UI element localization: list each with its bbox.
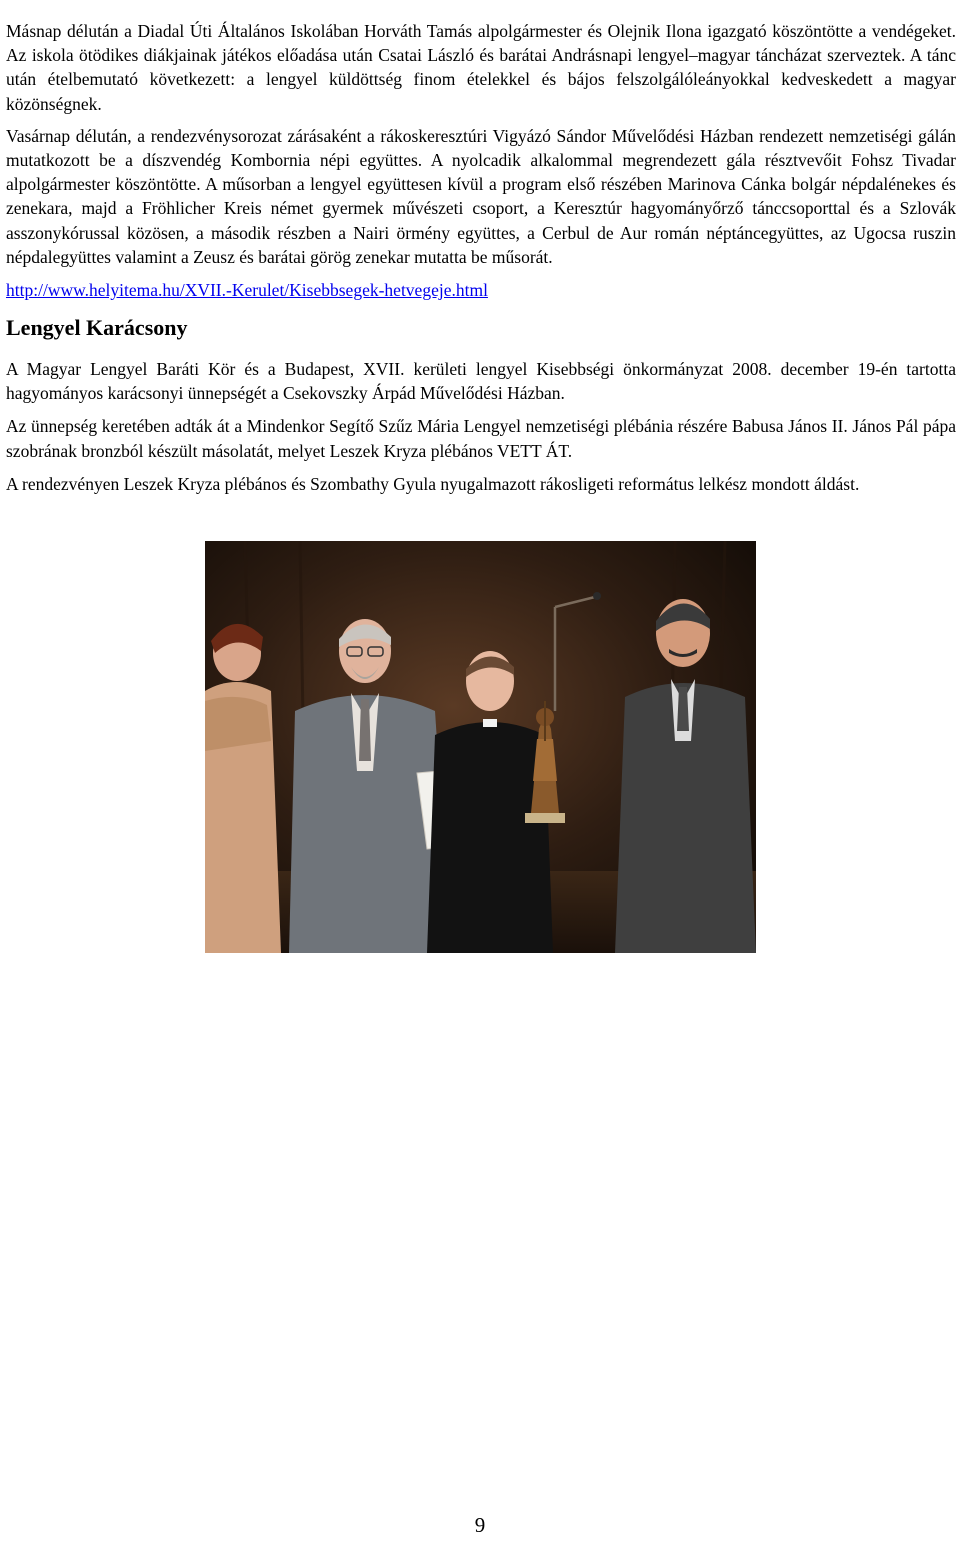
source-link-line	[6, 278, 956, 302]
paragraph-gala: Vasárnap délután, a rendezvénysorozat zárásaként a rákoskeresztúri Vigyázó Sándor Művelődési Házban rendezett nemzetiségi gálán mutatkozott be a díszvendég Kombornia népi együttes. A nyolcadik alkalommal megrendezett gála résztvevőit Fohsz Tivadar alpolgármester köszöntötte. A műsorban a lengyel együttesen kívül a program első részében Marinova Cánka bolgár népdalénekes és zenekara, majd a Fröhlicher Kreis német gyermek művészeti csoport, a Keresztúr hagyományőrző tánccsoporttal és a Szlovák asszonykórussal közösen, a második részben a Nairi örmény együttes, a Cerbul de Aur román néptáncegyüttes, az Ugocsa ruszin népdalegyüttes valamint a Zeusz és barátai görög zenekar mutatta be műsorát.	[6, 125, 956, 267]
page-number: 9	[474, 1513, 486, 1537]
ceremony-photo	[205, 541, 756, 953]
paragraph-statue-handover: Az ünnepség keretében adták át a Mindenkor Segítő Szűz Mária Lengyel nemzetiségi plébánia részére Babusa János II. János Pál pápa szobrának bronzból készült másolatát, melyet Leszek Kryza plébános VETT ÁT.	[6, 416, 956, 461]
paragraph-school-event: Másnap délután a Diadal Úti Általános Iskolában Horváth Tamás alpolgármester és Olejnik Ilona igazgató köszöntötte a vendégeket. Az iskola ötödikes diákjainak játékos előadása után Csatai László és barátai Andrásnapi lengyel–magyar táncházat szerveztek. A tánc után ételbemutató következett: a lengyel küldöttség finom ételekkel és bájos felszolgálóleányokkal kedveskedett a magyar közönségnek.	[6, 21, 956, 114]
paragraph-blessing: A rendezvényen Leszek Kryza plébános és Szombathy Gyula nyugalmazott rákosligeti református lelkész mondott áldást.	[6, 473, 860, 494]
source-link[interactable]: http://www.helyitema.hu/XVII.-Kerulet/Kisebbsegek-hetvegeje.html	[6, 280, 488, 301]
document-page	[6, 0, 956, 496]
paragraph-christmas-event: A Magyar Lengyel Baráti Kör és a Budapest, XVII. kerületi lengyel Kisebbségi önkormányzat 2008. december 19-én tartotta hagyományos karácsonyi ünnepségét a Csekovszky Árpád Művelődési Házban.	[6, 359, 956, 404]
section-heading: Lengyel Karácsony	[6, 315, 188, 341]
